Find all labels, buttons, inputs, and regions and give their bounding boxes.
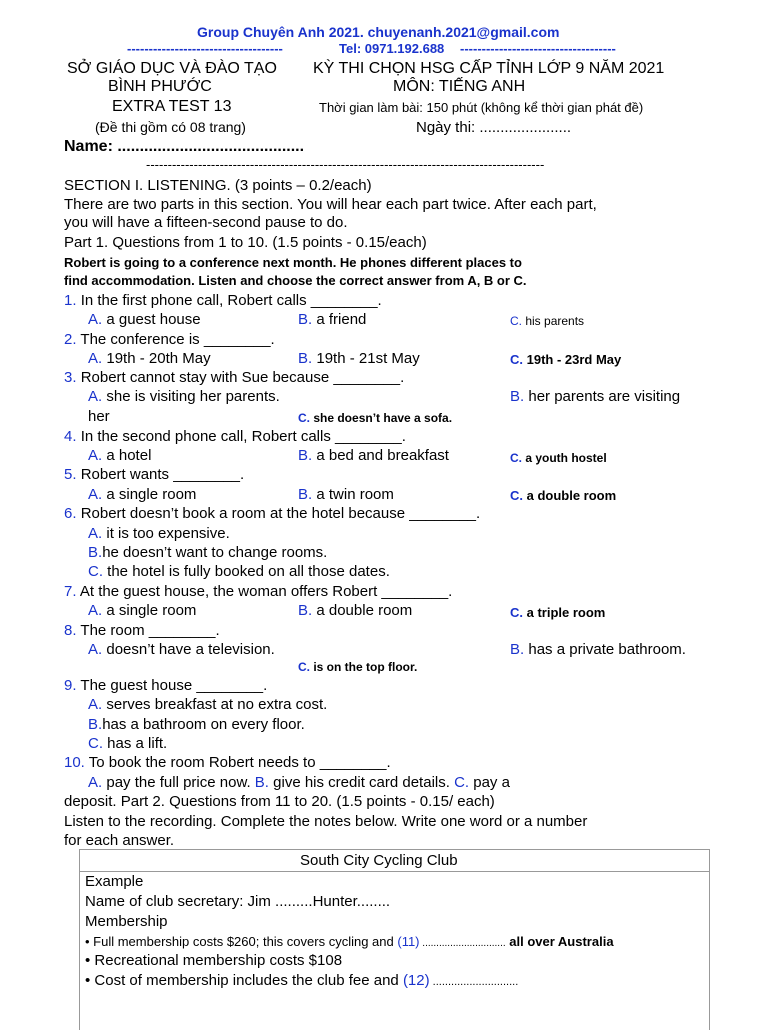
q5-num: 5. — [64, 466, 77, 483]
q10-option-a[interactable] — [88, 774, 251, 791]
part1-desc2: find accommodation. Listen and choose the correct answer from A, B or C. — [64, 273, 527, 288]
label-b: B. — [298, 350, 313, 367]
q3-option-a[interactable] — [88, 388, 280, 405]
label-a: A. — [88, 525, 103, 542]
table-membership: Membership — [85, 913, 168, 930]
dept-line4: (Đề thi gồm có 08 trang) — [95, 119, 246, 135]
q8-a-text: doesn’t have a television. — [106, 641, 275, 658]
exam-line1: KỲ THI CHỌN HSG CẤP TỈNH LỚP 9 NĂM 2021 — [313, 60, 665, 77]
q1-c-text: his parents — [525, 314, 585, 328]
section1-title: SECTION I. LISTENING. (3 points – 0.2/each) — [64, 177, 372, 194]
label-a: A. — [88, 388, 103, 405]
label-c: C. — [510, 314, 522, 328]
q5-option-c[interactable] — [510, 488, 616, 503]
q2-option-b[interactable] — [298, 350, 420, 367]
q6-option-c[interactable] — [88, 563, 390, 580]
table-cost — [85, 972, 518, 989]
question-5 — [64, 466, 244, 483]
label-b: B. — [298, 486, 313, 503]
q6-c-text: the hotel is fully booked on all those dates. — [107, 563, 390, 580]
q3-option-b[interactable] — [510, 388, 680, 405]
part2-title: Part 2. Questions from 11 to 20. (1.5 points - 0.15/ each) — [120, 793, 495, 810]
q6-option-b[interactable] — [88, 544, 327, 561]
dept-line3: EXTRA TEST 13 — [112, 98, 232, 115]
exam-line4: Ngày thi: ...................... — [416, 119, 572, 136]
q3-text: Robert cannot stay with Sue because ________. — [80, 369, 405, 386]
question-8 — [64, 622, 220, 639]
label-c: C. — [510, 352, 523, 367]
q9-option-c[interactable] — [88, 735, 167, 752]
label-a: A. — [88, 774, 103, 791]
table-example: Example — [85, 873, 144, 890]
section1-intro2: you will have a fifteen-second pause to do. — [64, 214, 348, 231]
q9-b-text: has a bathroom on every floor. — [102, 716, 305, 733]
q8-c-text: is on the top floor. — [313, 660, 418, 674]
q4-option-a[interactable] — [88, 447, 151, 464]
group-line: Group Chuyên Anh 2021. chuyenanh.2021@gmail.com — [197, 24, 560, 40]
q7-text: At the guest house, the woman offers Robert ________. — [79, 583, 453, 600]
q4-option-c[interactable] — [510, 451, 607, 465]
q4-option-b[interactable] — [298, 447, 449, 464]
q7-c-text: a triple room — [526, 605, 606, 620]
section1-intro1: There are two parts in this section. You will hear each part twice. After each part, — [64, 196, 597, 213]
question-2 — [64, 331, 275, 348]
label-b: B. — [254, 774, 269, 791]
cost-pre: • Cost of membership includes the club fee and — [85, 972, 403, 989]
q9-num: 9. — [64, 677, 77, 694]
question-3 — [64, 369, 404, 386]
q1-b-text: a friend — [316, 311, 367, 328]
part1-desc1: Robert is going to a conference next month. He phones different places to — [64, 255, 522, 270]
q8-option-c[interactable] — [298, 660, 417, 674]
label-a: A. — [88, 641, 103, 658]
label-c: C. — [298, 411, 310, 425]
label-a: A. — [88, 602, 103, 619]
label-a: A. — [88, 311, 103, 328]
exam-line3: Thời gian làm bài: 150 phút (không kể thời gian phát đề) — [319, 100, 644, 115]
q10-option-b[interactable] — [255, 774, 450, 791]
q10-text: To book the room Robert needs to ________. — [88, 754, 391, 771]
label-c: C. — [454, 774, 470, 791]
q8-option-b[interactable] — [510, 641, 686, 658]
label-a: A. — [88, 447, 103, 464]
question-10 — [64, 754, 391, 771]
label-c: C. — [510, 451, 522, 465]
separator: -------------------------------------------------------------------------------------------- — [146, 157, 545, 172]
q4-num: 4. — [64, 428, 77, 445]
q9-option-b[interactable] — [88, 716, 305, 733]
label-a: A. — [88, 350, 103, 367]
q7-b-text: a double room — [316, 602, 413, 619]
q7-option-a[interactable] — [88, 602, 196, 619]
q5-b-text: a twin room — [316, 486, 394, 503]
q6-option-a[interactable] — [88, 525, 230, 542]
table-divider — [79, 871, 709, 872]
label-b: B. — [298, 447, 313, 464]
exam-line2: MÔN: TIẾNG ANH — [393, 78, 526, 95]
question-1 — [64, 292, 382, 309]
question-6 — [64, 505, 480, 522]
q4-text: In the second phone call, Robert calls ________. — [80, 428, 406, 445]
q6-a-text: it is too expensive. — [106, 525, 230, 542]
q6-num: 6. — [64, 505, 77, 522]
q6-b-text: he doesn’t want to change rooms. — [102, 544, 328, 561]
q3-num: 3. — [64, 369, 77, 386]
full-pre: • Full membership costs $260; this covers cycling and — [85, 934, 398, 949]
name-line: Name: .......................................... — [64, 138, 305, 155]
q9-a-text: serves breakfast at no extra cost. — [106, 696, 328, 713]
q1-text: In the first phone call, Robert calls ________. — [80, 292, 382, 309]
label-c: C. — [88, 735, 103, 752]
q8-num: 8. — [64, 622, 77, 639]
label-b: B. — [88, 716, 103, 733]
q3-b-continuation: her — [88, 408, 110, 425]
table-recreational: • Recreational membership costs $108 — [85, 952, 343, 969]
q1-option-b[interactable] — [298, 311, 366, 328]
q10-option-c[interactable] — [454, 774, 510, 791]
question-9 — [64, 677, 267, 694]
q10-b-text: give his credit card details. — [273, 774, 450, 791]
q4-b-text: a bed and breakfast — [316, 447, 449, 464]
q10-c-text: pay a — [473, 774, 510, 791]
dash-right: ------------------------------------ — [460, 41, 616, 56]
label-b: B. — [88, 544, 103, 561]
q1-option-a[interactable] — [88, 311, 201, 328]
table-secretary: Name of club secretary: Jim .........Hunter........ — [85, 893, 391, 910]
blank-11-dots[interactable]: .............................. — [419, 938, 506, 949]
q5-a-text: a single room — [106, 486, 197, 503]
q2-option-c[interactable] — [510, 352, 621, 367]
q10-c-continued: deposit. — [64, 793, 117, 810]
q9-option-a[interactable] — [88, 696, 327, 713]
question-4 — [64, 428, 406, 445]
q5-option-a[interactable] — [88, 486, 196, 503]
table-full-membership — [85, 934, 614, 949]
label-a: A. — [88, 486, 103, 503]
part1-title: Part 1. Questions from 1 to 10. (1.5 points - 0.15/each) — [64, 234, 427, 251]
part2-desc1: Listen to the recording. Complete the notes below. Write one word or a number — [64, 813, 588, 830]
q8-b-text: has a private bathroom. — [528, 641, 686, 658]
dash-left: ------------------------------------ — [127, 41, 283, 56]
label-c: C. — [88, 563, 103, 580]
q7-option-b[interactable] — [298, 602, 412, 619]
q8-text: The room ________. — [80, 622, 220, 639]
blank-11-label: (11) — [397, 934, 420, 949]
q1-option-c[interactable] — [510, 314, 584, 328]
label-b: B. — [510, 641, 525, 658]
q10-continuation — [64, 793, 495, 810]
q10-num: 10. — [64, 754, 85, 771]
label-c: C. — [510, 488, 523, 503]
q1-num: 1. — [64, 292, 77, 309]
tel-line: Tel: 0971.192.688 — [339, 41, 445, 56]
q5-text: Robert wants ________. — [80, 466, 245, 483]
q5-option-b[interactable] — [298, 486, 394, 503]
q1-a-text: a guest house — [106, 311, 201, 328]
q4-a-text: a hotel — [106, 447, 152, 464]
q3-option-c[interactable] — [298, 411, 452, 425]
q3-a-text: she is visiting her parents. — [106, 388, 280, 405]
label-b: B. — [298, 311, 313, 328]
dept-line1: SỞ GIÁO DỤC VÀ ĐÀO TẠO — [67, 60, 277, 77]
q2-text: The conference is ________. — [80, 331, 275, 348]
q2-b-text: 19th - 21st May — [316, 350, 420, 367]
q4-c-text: a youth hostel — [525, 451, 607, 465]
q10-a-text: pay the full price now. — [106, 774, 251, 791]
q2-a-text: 19th - 20th May — [106, 350, 211, 367]
q2-option-a[interactable] — [88, 350, 211, 367]
q9-c-text: has a lift. — [107, 735, 168, 752]
dept-line2: BÌNH PHƯỚC — [108, 78, 212, 95]
label-b: B. — [510, 388, 525, 405]
table-title: South City Cycling Club — [300, 852, 458, 869]
q7-a-text: a single room — [106, 602, 197, 619]
q9-text: The guest house ________. — [80, 677, 268, 694]
q2-num: 2. — [64, 331, 77, 348]
label-a: A. — [88, 696, 103, 713]
label-c: C. — [298, 660, 310, 674]
q10-options — [88, 774, 510, 791]
q2-c-text: 19th - 23rd May — [526, 352, 622, 367]
label-b: B. — [298, 602, 313, 619]
q7-num: 7. — [64, 583, 77, 600]
q3-b-text: her parents are visiting — [528, 388, 681, 405]
blank-12-label: (12) — [402, 972, 430, 989]
question-7 — [64, 583, 452, 600]
q6-text: Robert doesn’t book a room at the hotel because ________. — [80, 505, 481, 522]
q8-option-a[interactable] — [88, 641, 275, 658]
q7-option-c[interactable] — [510, 605, 605, 620]
q5-c-text: a double room — [526, 488, 617, 503]
full-post: all over Australia — [505, 934, 614, 949]
blank-12-dots[interactable]: ............................ — [429, 976, 519, 988]
label-c: C. — [510, 605, 523, 620]
q3-c-text: she doesn’t have a sofa. — [313, 411, 453, 425]
part2-desc2: for each answer. — [64, 832, 175, 849]
